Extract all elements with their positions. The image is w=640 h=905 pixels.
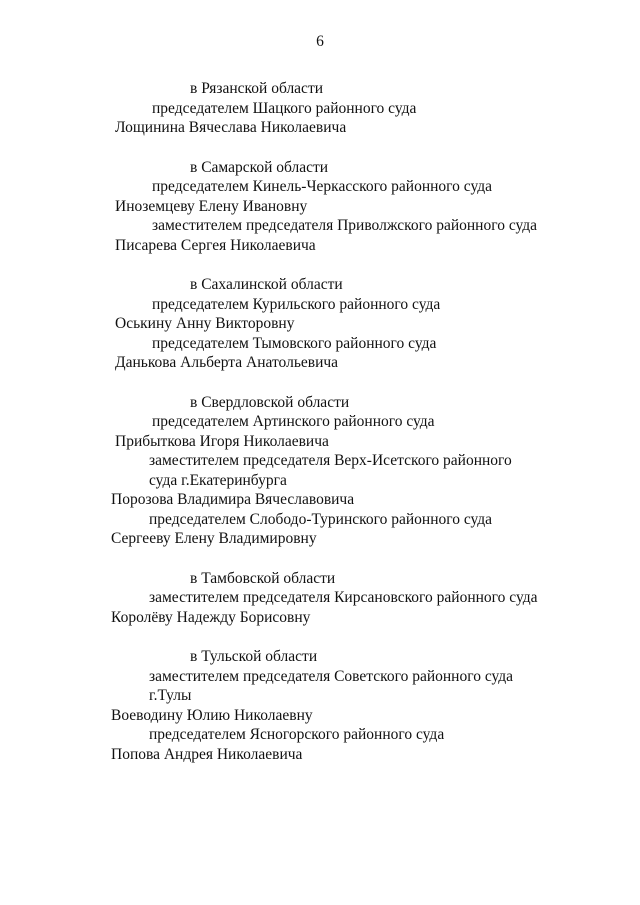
position-title: председателем Артинского районного суда xyxy=(152,413,435,430)
region-section xyxy=(0,647,640,764)
region-heading: в Рязанской области xyxy=(190,80,324,97)
appointee-name: Прибыткова Игоря Николаевича xyxy=(115,432,329,450)
position-title: председателем Шацкого районного суда xyxy=(152,99,417,117)
region-heading: в Самарской области xyxy=(190,158,329,176)
region-section xyxy=(0,79,640,138)
position-title: председателем Курильского районного суда xyxy=(152,295,441,313)
region-section xyxy=(0,158,640,256)
position-title: заместителем председателя Верх-Исетского районного xyxy=(149,452,512,469)
appointee-name: Сергееву Елену Владимировну xyxy=(111,530,317,547)
position-title-continued: суда г.Екатеринбурга xyxy=(149,471,287,489)
appointee-name: Королёву Надежду Борисовну xyxy=(111,608,311,626)
position-title: председателем Кинель-Черкасского районного суда xyxy=(152,178,492,195)
region-heading: в Свердловской области xyxy=(190,393,350,411)
appointee-name: Оськину Анну Викторовну xyxy=(115,315,295,332)
appointee-name: Порозова Владимира Вячеславовича xyxy=(111,491,355,508)
region-section xyxy=(0,569,640,628)
position-title: заместителем председателя Приволжского районного суда xyxy=(152,217,538,234)
position-title: заместителем председателя Советского районного суда xyxy=(149,667,514,685)
region-section xyxy=(0,393,640,549)
region-heading: в Тульской области xyxy=(190,648,318,665)
appointments-list xyxy=(0,79,640,784)
position-title: председателем Тымовского районного суда xyxy=(152,334,437,352)
appointee-name: Писарева Сергея Николаевича xyxy=(115,236,316,254)
appointee-name: Воеводину Юлию Николаевну xyxy=(111,706,313,724)
position-title: председателем Слободо-Туринского районного суда xyxy=(149,510,493,528)
region-heading: в Сахалинской области xyxy=(190,276,343,293)
appointee-name: Лощинина Вячеслава Николаевича xyxy=(115,119,347,136)
appointee-name: Попова Андрея Николаевича xyxy=(111,745,303,763)
appointee-name: Данькова Альберта Анатольевича xyxy=(115,354,339,371)
region-heading: в Тамбовской области xyxy=(190,569,336,587)
page-number: 6 xyxy=(316,33,324,50)
position-title: председателем Ясногорского районного суда xyxy=(149,726,445,743)
region-section xyxy=(0,275,640,373)
position-title-continued: г.Тулы xyxy=(149,687,192,704)
appointee-name: Иноземцеву Елену Ивановну xyxy=(115,197,308,215)
position-title: заместителем председателя Кирсановского районного суда xyxy=(149,589,538,606)
